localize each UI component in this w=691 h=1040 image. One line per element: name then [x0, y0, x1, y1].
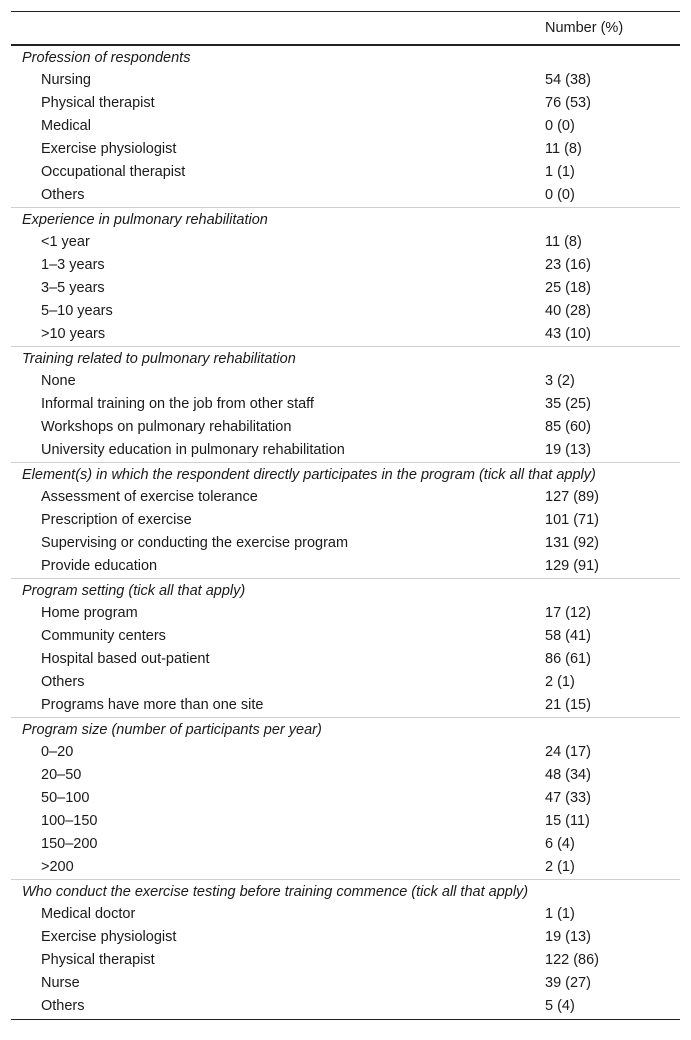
row-label: Provide education	[41, 558, 158, 574]
row-label: Occupational therapist	[41, 164, 186, 180]
table-section	[11, 717, 680, 879]
table-row	[11, 602, 680, 625]
row-value: 0 (0)	[545, 118, 575, 134]
table-row	[11, 833, 680, 856]
row-value: 129 (91)	[545, 558, 600, 574]
row-value: 85 (60)	[545, 419, 591, 435]
row-value: 5 (4)	[545, 998, 575, 1014]
row-label: Workshops on pulmonary rehabilitation	[41, 419, 292, 435]
row-value: 127 (89)	[545, 489, 600, 505]
row-value: 2 (1)	[545, 859, 575, 875]
row-label: 50–100	[41, 790, 90, 806]
table-row	[11, 532, 680, 555]
row-label: Prescription of exercise	[41, 512, 192, 528]
row-label: Physical therapist	[41, 952, 155, 968]
table-row	[11, 694, 680, 717]
row-label: Physical therapist	[41, 95, 155, 111]
section-title: Training related to pulmonary rehabilitation	[11, 346, 680, 370]
row-value: 21 (15)	[545, 697, 591, 713]
table-row	[11, 300, 680, 323]
table-row	[11, 277, 680, 300]
row-value: 76 (53)	[545, 95, 591, 111]
row-label: Medical doctor	[41, 906, 136, 922]
table-row	[11, 161, 680, 184]
table-row	[11, 787, 680, 810]
table-row	[11, 903, 680, 926]
table-row	[11, 416, 680, 439]
table-row	[11, 671, 680, 694]
table-row	[11, 972, 680, 995]
row-value: 43 (10)	[545, 326, 591, 342]
row-label: 5–10 years	[41, 303, 113, 319]
table-section	[11, 879, 680, 1019]
section-title: Program size (number of participants per year)	[11, 717, 680, 741]
row-value: 11 (8)	[545, 234, 582, 250]
row-label: Others	[41, 674, 85, 690]
row-label: Assessment of exercise tolerance	[41, 489, 258, 505]
section-title: Element(s) in which the respondent directly participates in the program (tick all that apply)	[11, 462, 680, 486]
row-value: 48 (34)	[545, 767, 591, 783]
row-label: >10 years	[41, 326, 106, 342]
row-label: <1 year	[41, 234, 90, 250]
row-label: Others	[41, 187, 85, 203]
table-section	[11, 578, 680, 717]
survey-table	[11, 11, 680, 1020]
row-label: Others	[41, 998, 85, 1014]
table-row	[11, 138, 680, 161]
row-label: University education in pulmonary rehabilitation	[41, 442, 345, 458]
row-value: 86 (61)	[545, 651, 591, 667]
table-row	[11, 648, 680, 671]
row-value: 131 (92)	[545, 535, 600, 551]
row-label: Nursing	[41, 72, 91, 88]
table-row	[11, 439, 680, 462]
table-row	[11, 995, 680, 1019]
row-value: 19 (13)	[545, 442, 591, 458]
section-title: Profession of respondents	[22, 50, 191, 66]
row-value: 2 (1)	[545, 674, 575, 690]
row-value: 11 (8)	[545, 141, 582, 157]
row-value: 58 (41)	[545, 628, 591, 644]
row-label: Home program	[41, 605, 138, 621]
table-row	[11, 254, 680, 277]
table-row	[11, 509, 680, 532]
row-label: >200	[41, 859, 74, 875]
row-label: 100–150	[41, 813, 98, 829]
table-row	[11, 764, 680, 787]
table-body	[11, 46, 680, 1019]
row-label: Hospital based out-patient	[41, 651, 210, 667]
section-title: Who conduct the exercise testing before training commence (tick all that apply)	[11, 879, 680, 903]
row-value: 0 (0)	[545, 187, 575, 203]
row-label: Community centers	[41, 628, 166, 644]
bottom-rule	[11, 1019, 680, 1020]
row-label: Programs have more than one site	[41, 697, 264, 713]
table-row	[11, 741, 680, 764]
table-row	[11, 115, 680, 138]
row-value: 15 (11)	[545, 813, 590, 829]
row-value: 122 (86)	[545, 952, 600, 968]
section-title: Program setting (tick all that apply)	[11, 578, 680, 602]
row-label: 1–3 years	[41, 257, 105, 273]
table-row	[11, 486, 680, 509]
row-label: Informal training on the job from other staff	[41, 396, 314, 412]
table-row	[11, 370, 680, 393]
table-section	[11, 462, 680, 578]
table-row	[11, 323, 680, 346]
row-value: 19 (13)	[545, 929, 591, 945]
row-value: 1 (1)	[545, 906, 575, 922]
row-value: 6 (4)	[545, 836, 575, 852]
table-row	[11, 92, 680, 115]
row-value: 35 (25)	[545, 396, 591, 412]
table-row	[11, 393, 680, 416]
row-label: Medical	[41, 118, 91, 134]
row-label: 0–20	[41, 744, 74, 760]
row-value: 101 (71)	[545, 512, 600, 528]
section-title: Experience in pulmonary rehabilitation	[11, 207, 680, 231]
row-label: Exercise physiologist	[41, 929, 177, 945]
row-label: Exercise physiologist	[41, 141, 177, 157]
row-label: 20–50	[41, 767, 82, 783]
row-value: 54 (38)	[545, 72, 591, 88]
row-label: 3–5 years	[41, 280, 105, 296]
column-header-number: Number (%)	[545, 20, 624, 36]
row-value: 1 (1)	[545, 164, 575, 180]
table-row	[11, 949, 680, 972]
row-label: 150–200	[41, 836, 98, 852]
table-row	[11, 810, 680, 833]
row-label: Supervising or conducting the exercise program	[41, 535, 349, 551]
row-value: 24 (17)	[545, 744, 591, 760]
table-row	[11, 625, 680, 648]
row-value: 47 (33)	[545, 790, 591, 806]
table-section	[11, 207, 680, 346]
row-value: 23 (16)	[545, 257, 591, 273]
table-row	[11, 231, 680, 254]
table-row	[11, 69, 680, 92]
table-row	[11, 856, 680, 879]
table-row	[11, 184, 680, 207]
row-value: 25 (18)	[545, 280, 591, 296]
table-header	[11, 12, 680, 46]
table-row	[11, 926, 680, 949]
table-section	[11, 346, 680, 462]
row-value: 40 (28)	[545, 303, 591, 319]
table-section	[11, 46, 680, 207]
row-value: 39 (27)	[545, 975, 591, 991]
row-value: 3 (2)	[545, 373, 575, 389]
row-value: 17 (12)	[545, 605, 591, 621]
row-label: None	[41, 373, 76, 389]
row-label: Nurse	[41, 975, 80, 991]
table-row	[11, 555, 680, 578]
